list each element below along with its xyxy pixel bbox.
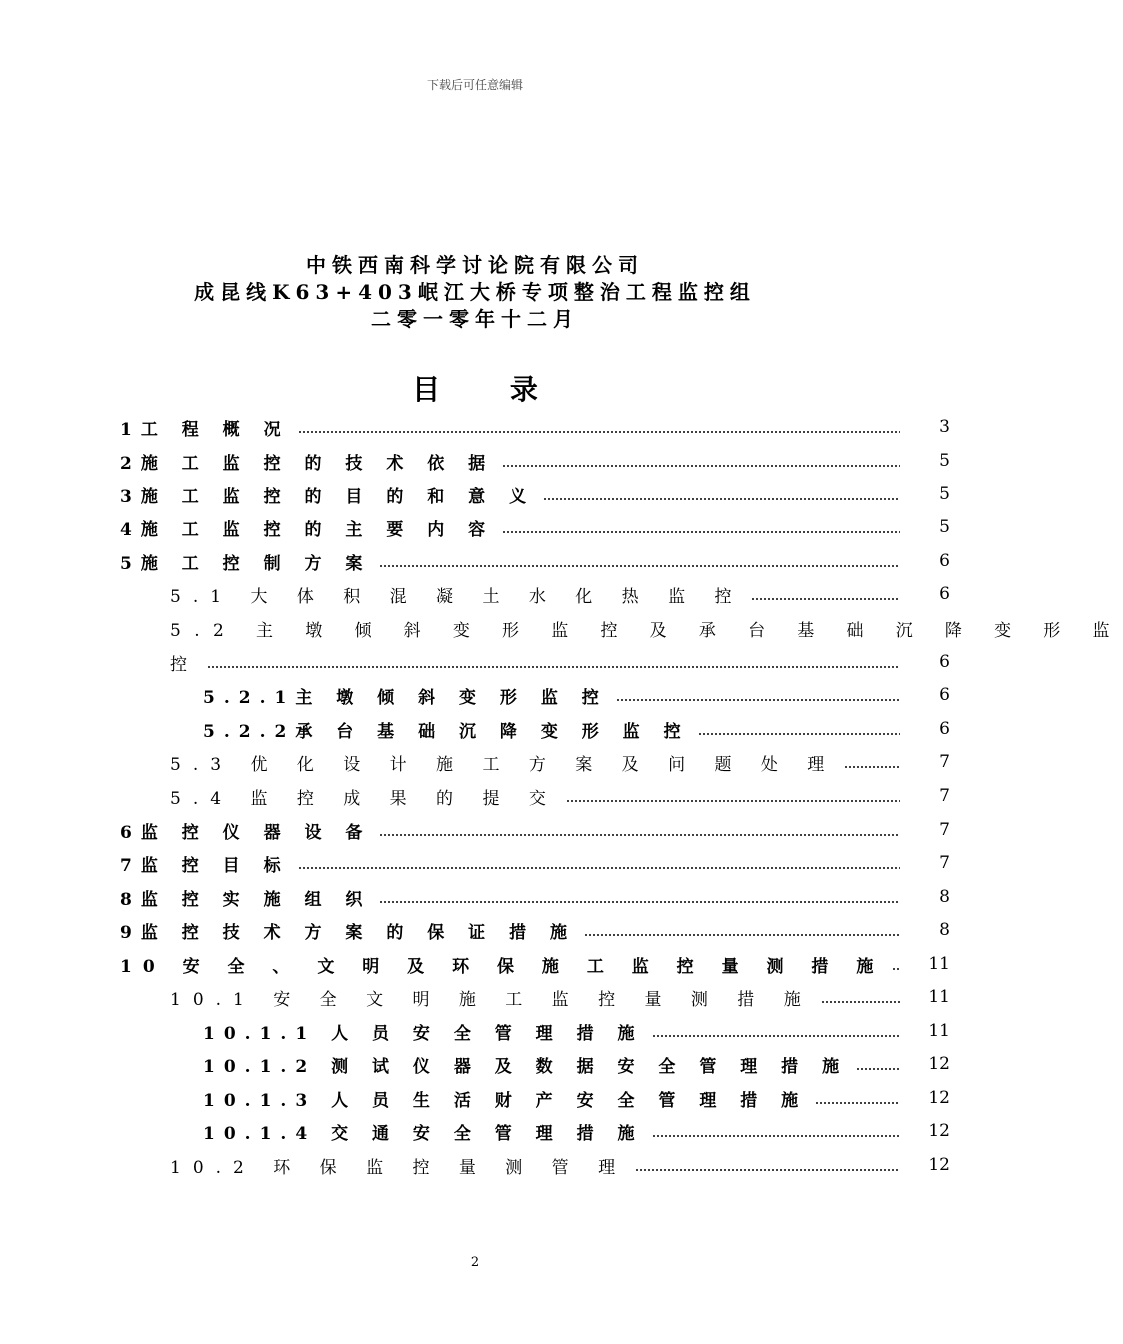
toc-entry-title: 5.4 监 控 成 果 的 提 交 [170,788,558,809]
toc-dot-leader [815,1102,900,1104]
toc-entry-page: 6 [939,584,950,604]
toc-entry[interactable] [0,813,950,847]
toc-entry-title-continued: 控 [170,654,199,675]
toc-entry[interactable] [0,444,950,478]
toc-entry-title: 5.2 主 墩 倾 斜 变 形 监 控 及 承 台 基 础 沉 降 变 形 监 [170,620,1123,641]
toc-dot-leader [543,498,900,500]
toc-entry[interactable] [0,477,950,511]
toc-entry-title: 10.1.4 交 通 安 全 管 理 措 施 [203,1123,644,1144]
toc-entry-title: 3施 工 监 控 的 目 的 和 意 义 [120,486,536,507]
document-date: 二零一零年十二月 [371,307,579,331]
toc-entry-title: 7监 控 目 标 [120,855,290,876]
toc-entry[interactable] [0,1081,950,1115]
toc-entry-title: 5.3 优 化 设 计 施 工 方 案 及 问 题 处 理 [170,754,837,775]
toc-dot-leader [298,431,900,433]
toc-entry[interactable] [0,678,950,712]
toc-dot-leader [502,465,900,467]
toc-entry-title: 10.2 环 保 监 控 量 测 管 理 [170,1157,628,1178]
toc-dot-leader [844,766,900,768]
company-name: 中铁西南科学讨论院有限公司 [306,253,644,277]
toc-dot-leader [379,565,900,567]
header-note: 下载后可任意编辑 [426,78,523,92]
page-number: 2 [470,1255,480,1270]
toc-entry-page: 6 [939,719,950,739]
toc-entry[interactable] [0,544,950,578]
toc-dot-leader [652,1135,901,1137]
toc-entry-page: 6 [939,551,950,571]
toc-dot-leader [821,1001,900,1003]
toc-entry-title: 9监 控 技 术 方 案 的 保 证 措 施 [120,922,577,943]
project-name: 成昆线K63+403岷江大桥专项整治工程监控组 [194,280,756,304]
toc-entry-title: 10.1.2 测 试 仪 器 及 数 据 安 全 管 理 措 施 [203,1056,849,1077]
toc-entry[interactable] [0,510,950,544]
toc-heading: 目 录 [412,373,568,406]
toc-dot-leader [566,800,900,802]
toc-entry-page: 12 [928,1155,950,1175]
toc-entry-page: 7 [939,820,950,840]
toc-entry[interactable] [0,1148,950,1182]
toc-entry-page: 12 [928,1088,950,1108]
toc-entry-page: 7 [939,853,950,873]
toc-entry-title: 10.1.1 人 员 安 全 管 理 措 施 [203,1023,644,1044]
toc-entry-title: 6监 控 仪 器 设 备 [120,822,372,843]
toc-dot-leader [635,1169,900,1171]
toc-dot-leader [751,598,900,600]
toc-entry-title: 5施 工 控 制 方 案 [120,553,372,574]
toc-entry[interactable] [0,577,950,611]
toc-entry[interactable] [0,410,950,444]
toc-entry-page: 8 [939,887,950,907]
toc-entry[interactable] [0,947,950,981]
toc-entry-page: 11 [928,1021,950,1041]
cover-titles [0,252,950,333]
toc-entry[interactable] [0,745,950,779]
toc-entry-page: 5 [939,517,950,537]
toc-entry-page: 11 [928,954,950,974]
toc-dot-leader [379,901,900,903]
toc-dot-leader [502,531,900,533]
toc-entry-page: 7 [939,786,950,806]
toc-entry-title: 1工 程 概 况 [120,419,290,440]
toc-dot-leader [698,733,900,735]
toc-entry-title: 5.1 大 体 积 混 凝 土 水 化 热 监 控 [170,586,744,607]
toc-entry-page: 8 [939,920,950,940]
toc-entry[interactable] [0,1114,950,1148]
toc-dot-leader [616,699,900,701]
toc-entry-continuation[interactable] [0,645,950,679]
toc-dot-leader [584,934,900,936]
toc-entry[interactable] [0,880,950,914]
toc-entry-wrapped[interactable] [0,611,1123,645]
toc-entry[interactable] [0,913,950,947]
toc-entry-title: 10.1.3 人 员 生 活 财 产 安 全 管 理 措 施 [203,1090,808,1111]
toc-entry-page: 7 [939,752,950,772]
toc-entry[interactable] [0,1014,950,1048]
toc-dot-leader [652,1035,901,1037]
toc-entry-page: 3 [939,417,950,437]
toc-dot-leader [207,666,900,668]
toc-entry-page: 6 [939,685,950,705]
toc-dot-leader [298,867,900,869]
toc-entry-page: 12 [928,1054,950,1074]
toc-entry-title: 5.2.2承 台 基 础 沉 降 变 形 监 控 [203,721,690,742]
toc-dot-leader [856,1068,900,1070]
toc-entry-title: 4施 工 监 控 的 主 要 内 容 [120,519,495,540]
toc-entry-page: 12 [928,1121,950,1141]
toc-entry[interactable] [0,712,950,746]
toc-entry[interactable] [0,846,950,880]
toc-entry-title: 10.1 安 全 文 明 施 工 监 控 量 测 措 施 [170,989,813,1010]
toc-entry[interactable] [0,980,950,1014]
toc-entry[interactable] [0,1047,950,1081]
toc-entry-page: 5 [939,451,950,471]
toc-entry-page: 5 [939,484,950,504]
toc-entry-title: 10 安 全 、 文 明 及 环 保 施 工 监 控 量 测 措 施 [120,956,885,977]
toc-dot-leader [892,968,900,970]
toc-entry-title: 8监 控 实 施 组 织 [120,889,372,910]
toc-entry-page: 11 [928,987,950,1007]
toc-entry-title: 5.2.1主 墩 倾 斜 变 形 监 控 [203,687,608,708]
toc-entry-title: 2施 工 监 控 的 技 术 依 据 [120,453,495,474]
toc-entry[interactable] [0,779,950,813]
toc-entry-page: 6 [939,652,950,672]
toc-dot-leader [379,834,900,836]
